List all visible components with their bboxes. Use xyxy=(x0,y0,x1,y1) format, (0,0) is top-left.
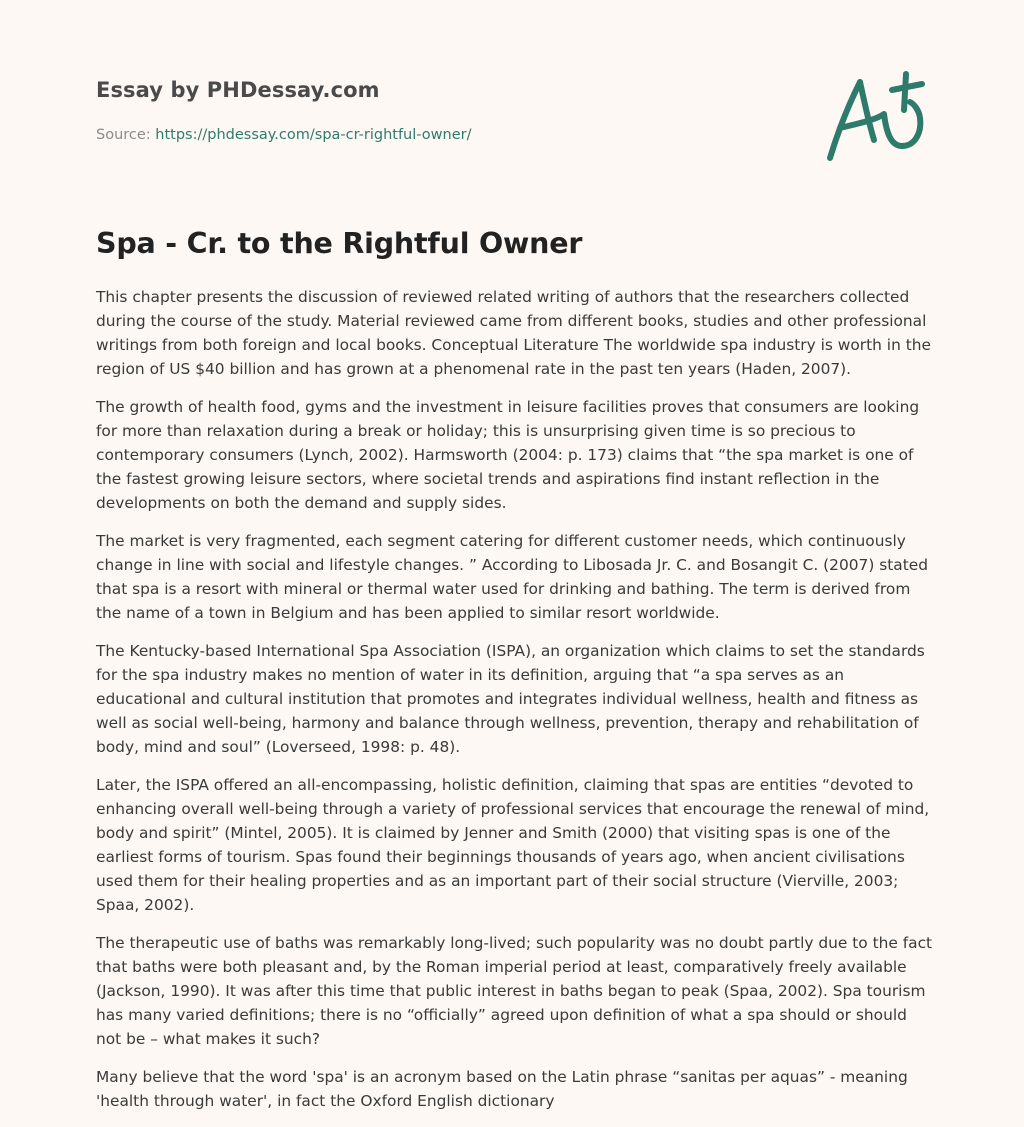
site-title: Essay by PHDessay.com xyxy=(96,78,380,102)
essay-paragraph: The Kentucky-based International Spa Association (ISPA), an organization which claims to set the standards for the spa industry makes no mention of water in its definition, arguing that “a spa serves as an educational and cultural institution that promotes and integrates individual wellness, health and fitness as well as social well-being, harmony and balance through wellness, prevention, therapy and rehabilitation of body, mind and soul” (Loverseed, 1998: p. 48). xyxy=(96,642,925,756)
essay-paragraph: The growth of health food, gyms and the investment in leisure facilities proves that consumers are looking for more than relaxation during a break or holiday; this is unsurprising given time is so precious to contemporary consumers (Lynch, 2002). Harmsworth (2004: p. 173) claims that “the spa market is one of the fastest growing leisure sectors, where societal trends and aspirations find instant reflection in the developments on both the demand and supply sides. xyxy=(96,398,920,512)
essay-paragraph: Many believe that the word 'spa' is an acronym based on the Latin phrase “sanitas per aquas” - meaning 'health through water', in fact the Oxford English dictionary xyxy=(96,1068,908,1110)
essay-paragraph: The market is very fragmented, each segment catering for different customer needs, which continuously change in line with social and lifestyle changes. ” According to Libosada Jr. C. and Bosangit C. (2007) stated that spa is a resort with mineral or thermal water used for drinking and bathing. The term is derived from the name of a town in Belgium and has been applied to similar resort worldwide. xyxy=(96,532,928,622)
essay-paragraph: The therapeutic use of baths was remarkably long-lived; such popularity was no doubt partly due to the fact that baths were both pleasant and, by the Roman imperial period at least, comparatively freely available (Jackson, 1990). It was after this time that public interest in baths began to peak (Spaa, 2002). Spa tourism has many varied definitions; there is no “officially” agreed upon definition of what a spa should or should not be – what makes it such? xyxy=(96,934,933,1048)
site-header xyxy=(96,76,796,145)
a-plus-logo-icon xyxy=(822,68,926,164)
essay-paragraph: Later, the ISPA offered an all-encompassing, holistic definition, claiming that spas are entities “devoted to enhancing overall well-being through a variety of professional services that encourage the renewal of mind, body and spirit” (Mintel, 2005). It is claimed by Jenner and Smith (2000) that visiting spas is one of the earliest forms of tourism. Spas found their beginnings thousands of years ago, when ancient civilisations used them for their healing properties and as an important part of their social structure (Vierville, 2003; Spaa, 2002). xyxy=(96,776,930,914)
essay-paragraph: This chapter presents the discussion of reviewed related writing of authors that the researchers collected during the course of the study. Material reviewed came from different books, studies and other professional writings from both foreign and local books. Conceptual Literature The worldwide spa industry is worth in the region of US $40 billion and has grown at a phenomenal rate in the past ten years (Haden, 2007). xyxy=(96,288,931,378)
source-label: Source: xyxy=(96,127,151,143)
source-link[interactable]: https://phdessay.com/spa-cr-rightful-owner/ xyxy=(155,127,472,143)
essay-body xyxy=(96,285,936,1127)
source-line xyxy=(96,125,796,145)
essay-title: Spa - Cr. to the Rightful Owner xyxy=(96,227,583,260)
